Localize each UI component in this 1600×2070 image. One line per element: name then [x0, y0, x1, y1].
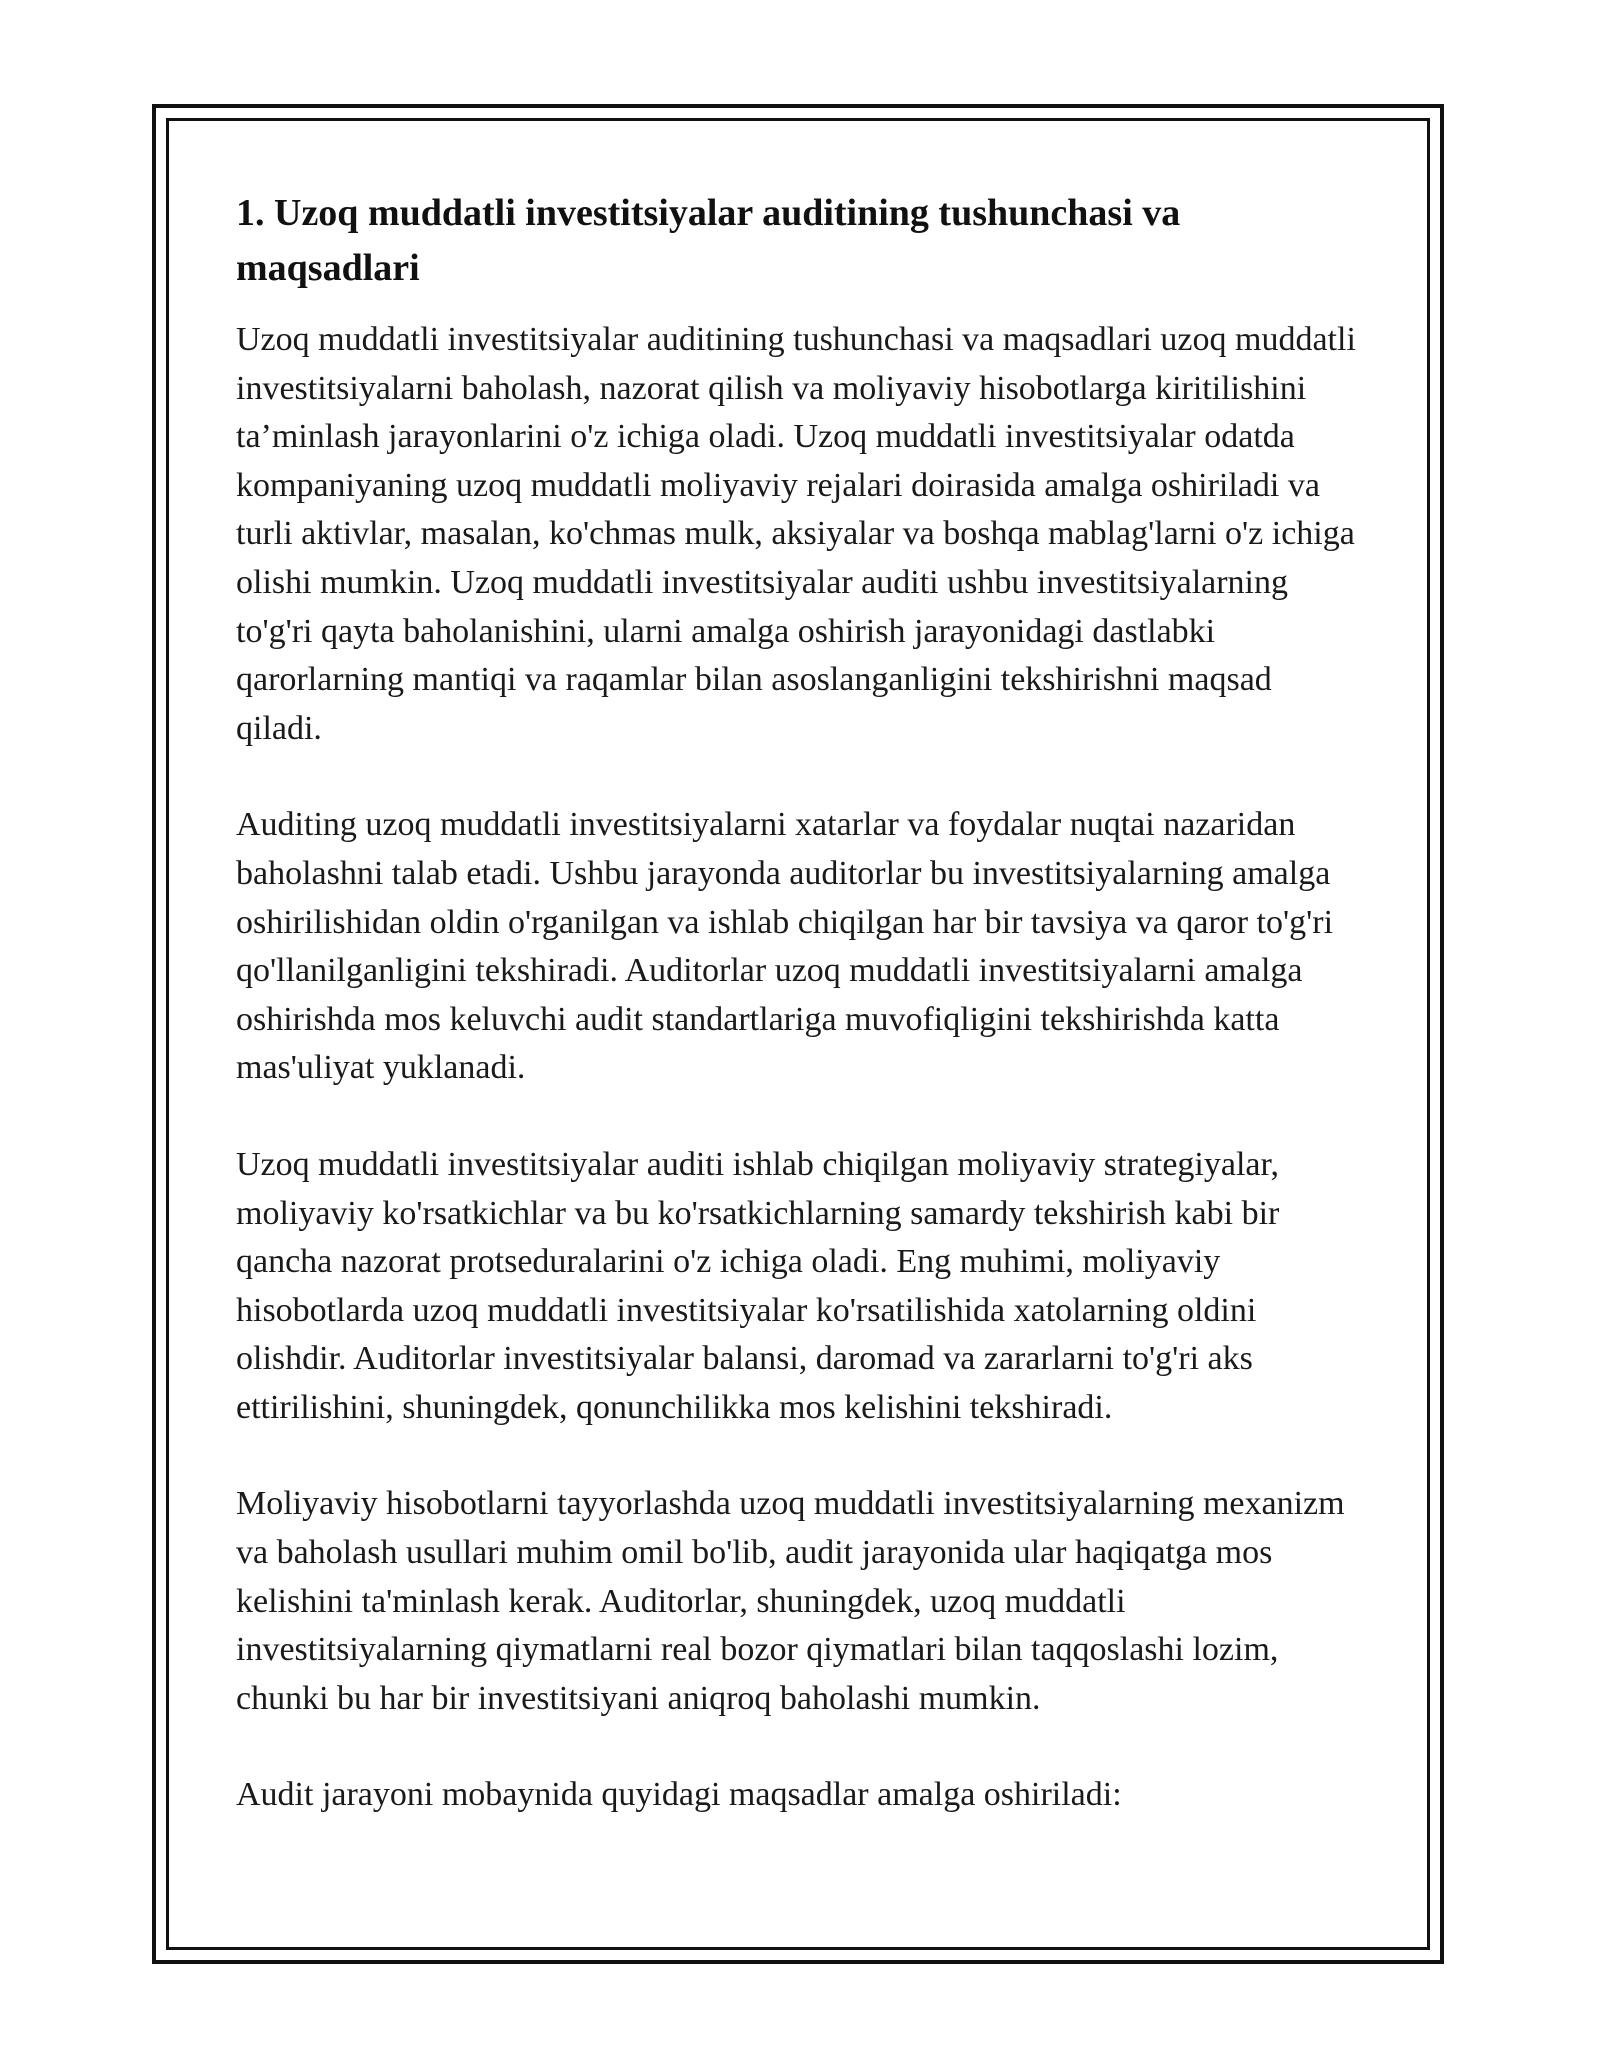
paragraph-2: Auditing uzoq muddatli investitsiyalarni xatarlar va foydalar nuqtai nazaridan baholashni talab etadi. Ushbu jarayonda auditorlar bu investitsiyalarning amalga oshirilishidan oldin o'rganilgan va ishlab chiqilgan har bir tavsiya va qaror to'g'ri qo'llanilganligini tekshiradi. Auditorlar uzoq muddatli investitsiyalarni amalga oshirishda mos keluvchi audit standartlariga muvofiqligini tekshirishda katta mas'uliyat yuklanadi. [236, 806, 1334, 1087]
paragraph-1: Uzoq muddatli investitsiyalar auditining tushunchasi va maqsadlari uzoq muddatli investitsiyalarni baholash, nazorat qilish va moliyaviy hisobotlarga kiritilishini ta’minlash jarayonlarini o'z ichiga oladi. Uzoq muddatli investitsiyalar odatda kompaniyaning uzoq muddatli moliyaviy rejalari doirasida amalga oshiriladi va turli aktivlar, masalan, ko'chmas mulk, aksiyalar va boshqa mablag'larni o'z ichiga olishi mumkin. Uzoq muddatli investitsiyalar auditi ushbu investitsiyalarning to'g'ri qayta baholanishini, ularni amalga oshirish jarayonidagi dastlabki qarorlarning mantiqi va raqamlar bilan asoslanganligini tekshirishni maqsad qiladi. [236, 321, 1356, 747]
document-body [236, 186, 1366, 1820]
paragraph-3: Uzoq muddatli investitsiyalar auditi ishlab chiqilgan moliyaviy strategiyalar, moliyaviy ko'rsatkichlar va bu ko'rsatkichlarning samardy tekshirish kabi bir qancha nazorat protseduralarini o'z ichiga oladi. Eng muhimi, moliyaviy hisobotlarda uzoq muddatli investitsiyalar ko'rsatilishida xatolarning oldini olishdir. Auditorlar investitsiyalar balansi, daromad va zararlarni to'g'ri aks ettirilishini, shuningdek, qonunchilikka mos kelishini tekshiradi. [236, 1145, 1280, 1426]
section-heading: 1. Uzoq muddatli investitsiyalar auditining tushunchasi va maqsadlari [236, 192, 1181, 289]
paragraph-5: Audit jarayoni mobaynida quyidagi maqsadlar amalga oshiriladi: [236, 1776, 1122, 1814]
paragraph-4: Moliyaviy hisobotlarni tayyorlashda uzoq muddatli investitsiyalarning mexanizm va baholash usullari muhim omil bo'lib, audit jarayonida ular haqiqatga mos kelishini ta'minlash kerak. Auditorlar, shuningdek, uzoq muddatli investitsiyalarning qiymatlarni real bozor qiymatlari bilan taqqoslashi lozim, chunki bu har bir investitsiyani aniqroq baholashi mumkin. [236, 1485, 1345, 1717]
